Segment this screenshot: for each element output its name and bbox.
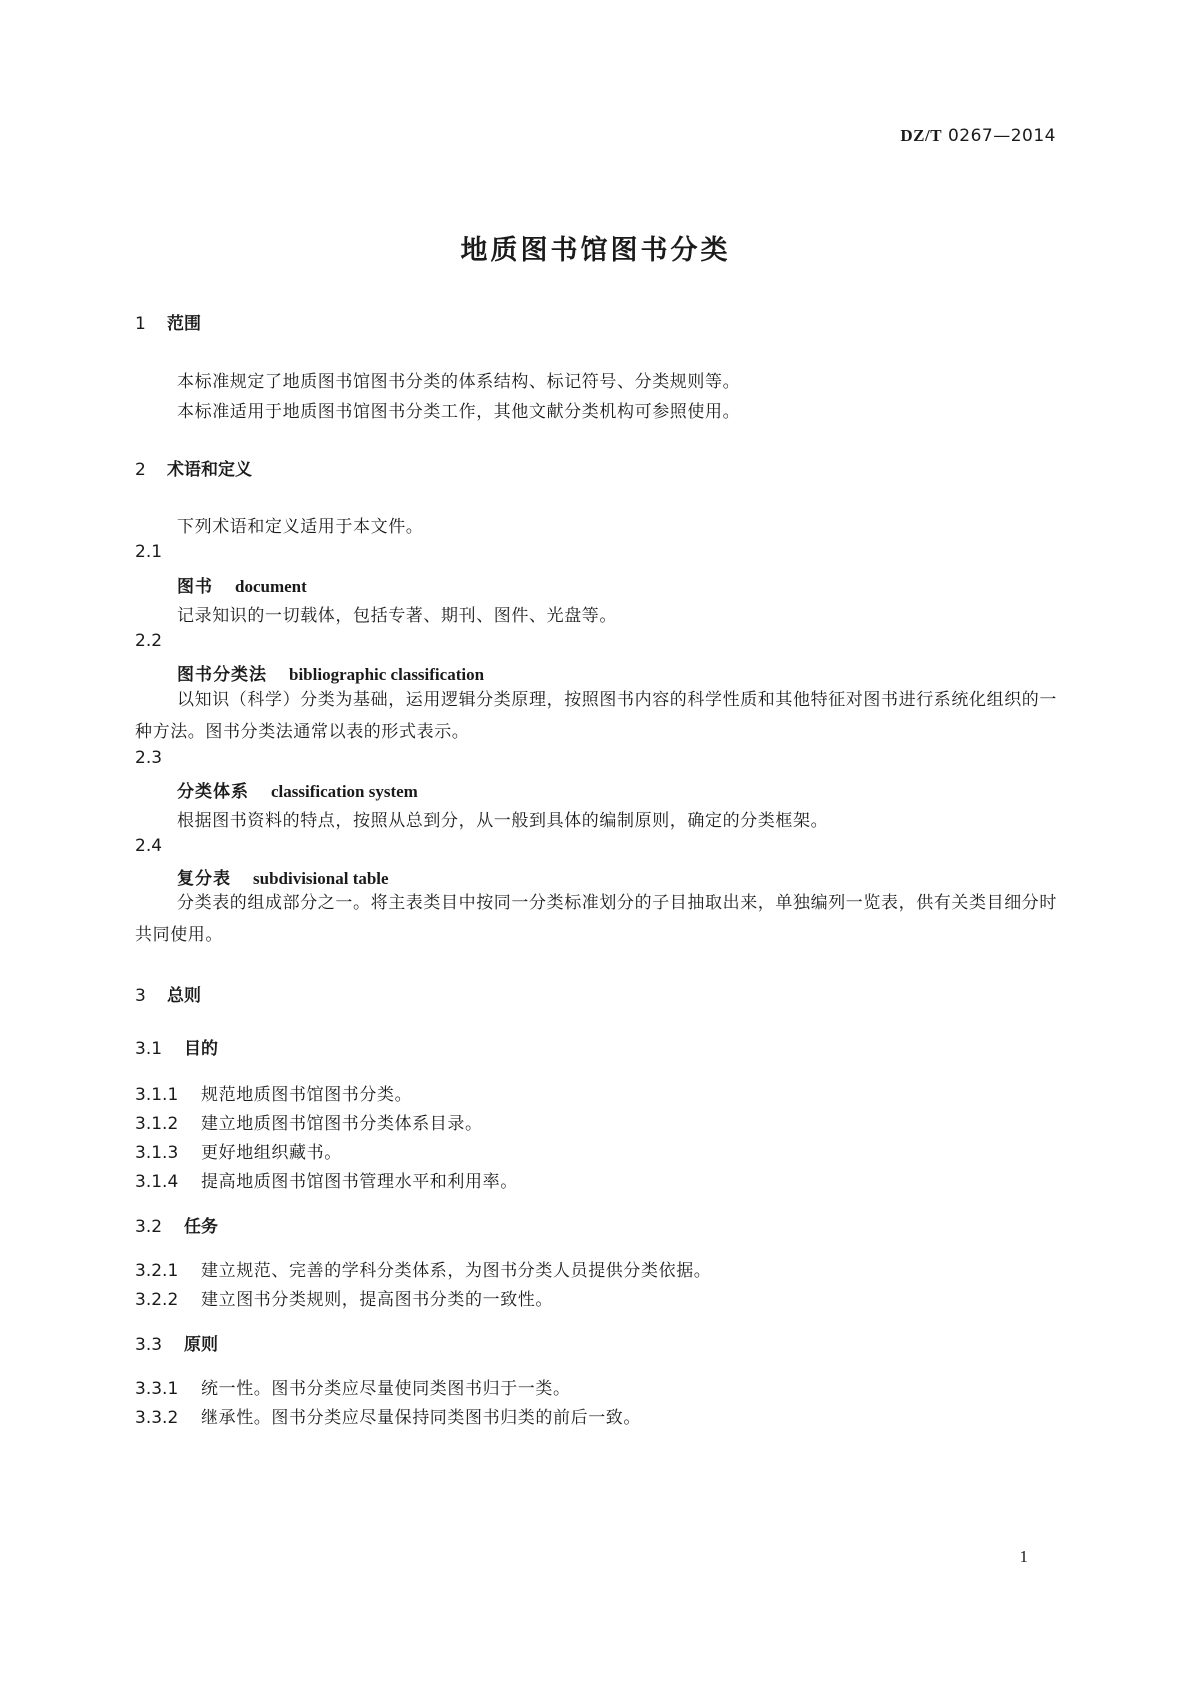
- clause-number: 3.1.2: [135, 1114, 179, 1134]
- standard-code-number: 0267—2014: [942, 126, 1056, 146]
- clause-item: [135, 1109, 483, 1134]
- term-name-en: subdivisional table: [253, 869, 389, 888]
- section-3-heading: [135, 981, 201, 1006]
- subsection-number: 3.2: [135, 1217, 163, 1237]
- clause-item: [135, 1374, 571, 1399]
- term-name-zh: 图书分类法: [177, 665, 267, 685]
- clause-number: 3.2.2: [135, 1290, 179, 1310]
- subsection-3-1-heading: [135, 1034, 218, 1059]
- subsection-title: 目的: [184, 1039, 218, 1059]
- subsection-number: 3.3: [135, 1335, 163, 1355]
- clause-item: [135, 1285, 553, 1310]
- clause-text: 建立地质图书馆图书分类体系目录。: [201, 1114, 483, 1134]
- clause-text: 建立规范、完善的学科分类体系，为图书分类人员提供分类依据。: [201, 1261, 712, 1281]
- standard-code-prefix: DZ/T: [900, 126, 943, 145]
- clause-text: 规范地质图书馆图书分类。: [201, 1085, 413, 1105]
- subsection-title: 任务: [184, 1217, 218, 1237]
- clause-text: 提高地质图书馆图书管理水平和利用率。: [201, 1172, 518, 1192]
- page-number: 1: [1019, 1547, 1028, 1566]
- clause-number: 3.3.2: [135, 1408, 179, 1428]
- term-name-zh: 分类体系: [177, 782, 249, 802]
- section-2-heading: [135, 455, 252, 480]
- clause-item: [135, 1256, 711, 1281]
- term-number: 2.2: [135, 631, 163, 651]
- term-name: [177, 777, 418, 802]
- clause-text: 更好地组织藏书。: [201, 1143, 342, 1163]
- section-1-heading: [135, 309, 201, 334]
- term-name-zh: 复分表: [177, 869, 231, 889]
- section-number: 1: [135, 314, 146, 334]
- clause-item: [135, 1167, 518, 1192]
- clause-item: [135, 1138, 342, 1163]
- term-name-en: bibliographic classification: [289, 665, 485, 684]
- clause-number: 3.3.1: [135, 1379, 179, 1399]
- term-definition: 根据图书资料的特点，按照从总到分，从一般到具体的编制原则，确定的分类框架。: [177, 811, 829, 831]
- term-number: 2.1: [135, 542, 163, 562]
- clause-number: 3.1.4: [135, 1172, 179, 1192]
- term-definition: 分类表的组成部分之一。将主表类目中按同一分类标准划分的子目抽取出来，单独编列一览表，供有关类目细分时共同使用。: [135, 893, 1057, 945]
- scope-paragraph: 本标准规定了地质图书馆图书分类的体系结构、标记符号、分类规则等。: [177, 372, 741, 392]
- section-title: 总则: [167, 986, 201, 1006]
- clause-text: 统一性。图书分类应尽量使同类图书归于一类。: [201, 1379, 571, 1399]
- term-number: 2.3: [135, 748, 163, 768]
- subsection-number: 3.1: [135, 1039, 163, 1059]
- term-name-en: classification system: [271, 782, 418, 801]
- term-definition: 以知识（科学）分类为基础，运用逻辑分类原理，按照图书内容的科学性质和其他特征对图书进行系统化组织的一种方法。图书分类法通常以表的形式表示。: [135, 690, 1057, 742]
- subsection-3-2-heading: [135, 1212, 218, 1237]
- clause-text: 继承性。图书分类应尽量保持同类图书归类的前后一致。: [201, 1408, 641, 1428]
- clause-text: 建立图书分类规则，提高图书分类的一致性。: [201, 1290, 553, 1310]
- term-name: [177, 660, 484, 685]
- document-title: 地质图书馆图书分类: [460, 235, 731, 266]
- subsection-title: 原则: [184, 1335, 218, 1355]
- section-number: 3: [135, 986, 146, 1006]
- term-number: 2.4: [135, 836, 163, 856]
- subsection-3-3-heading: [135, 1330, 218, 1355]
- clause-item: [135, 1403, 641, 1428]
- term-definition: 记录知识的一切载体，包括专著、期刊、图件、光盘等。: [177, 606, 617, 626]
- scope-paragraph: 本标准适用于地质图书馆图书分类工作，其他文献分类机构可参照使用。: [177, 402, 741, 422]
- terms-intro: 下列术语和定义适用于本文件。: [177, 517, 424, 537]
- term-name: [177, 864, 389, 889]
- term-name-en: document: [235, 577, 307, 596]
- section-title: 术语和定义: [167, 460, 252, 480]
- section-title: 范围: [167, 314, 201, 334]
- clause-number: 3.2.1: [135, 1261, 179, 1281]
- section-number: 2: [135, 460, 146, 480]
- standard-code: [900, 126, 1056, 146]
- clause-number: 3.1.1: [135, 1085, 179, 1105]
- clause-number: 3.1.3: [135, 1143, 179, 1163]
- clause-item: [135, 1080, 412, 1105]
- term-name-zh: 图书: [177, 577, 213, 597]
- term-name: [177, 572, 307, 597]
